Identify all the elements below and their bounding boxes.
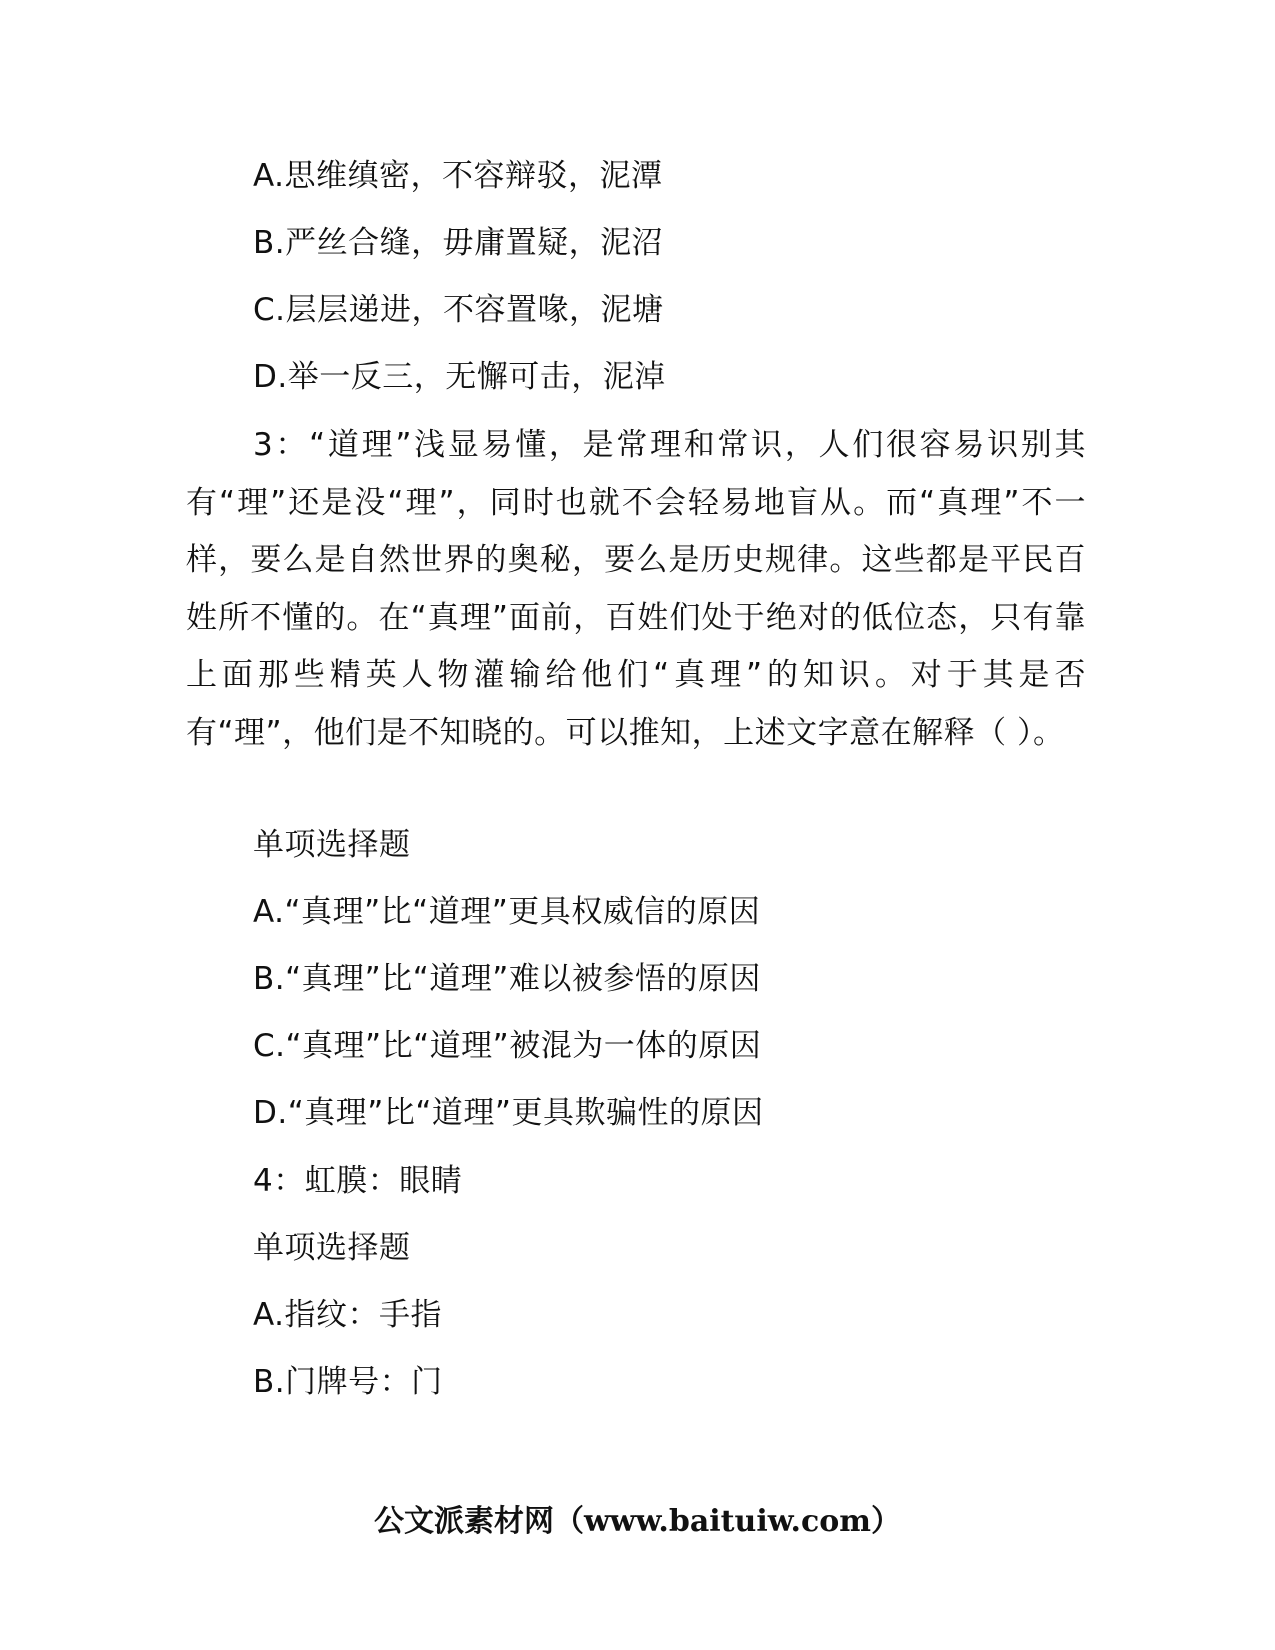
q3-option-d: D.“真理”比“道理”更具欺骗性的原因 [253, 1095, 764, 1131]
q3-option-a: A.“真理”比“道理”更具权威信的原因 [253, 894, 761, 930]
q4-stem: 4：虹膜：眼睛 [253, 1163, 463, 1199]
q2-option-b: B.严丝合缝，毋庸置疑，泥沼 [253, 225, 664, 261]
page-footer-source: 公文派素材网（www.baituiw.com） [373, 1504, 902, 1539]
q4-option-a: A.指纹：手指 [253, 1297, 443, 1333]
q3-stem: 3：“道理”浅显易懂，是常理和常识，人们很容易识别其有“理”还是没“理”，同时也就不会轻易地盲从。而“真理”不一样，要么是自然世界的奥秘，要么是历史规律。这些都是平民百姓所不懂的。在“真理”面前，百姓们处于绝对的低位态，只有靠上面那些精英人物灌输给他们“真理”的知识。对于其是否有“理”，他们是不知晓的。可以推知，上述文字意在解释（ ）。 [186, 427, 1086, 751]
q3-option-c: C.“真理”比“道理”被混为一体的原因 [253, 1028, 762, 1064]
q2-option-d: D.举一反三，无懈可击，泥淖 [253, 359, 666, 395]
q2-option-c: C.层层递进，不容置喙，泥塘 [253, 292, 664, 328]
q4-type: 单项选择题 [253, 1230, 411, 1266]
q3-type: 单项选择题 [253, 827, 411, 863]
q3-option-b: B.“真理”比“道理”难以被参悟的原因 [253, 961, 761, 997]
q2-option-a: A.思维缜密，不容辩驳，泥潭 [253, 158, 663, 194]
q4-option-b: B.门牌号：门 [253, 1364, 443, 1400]
